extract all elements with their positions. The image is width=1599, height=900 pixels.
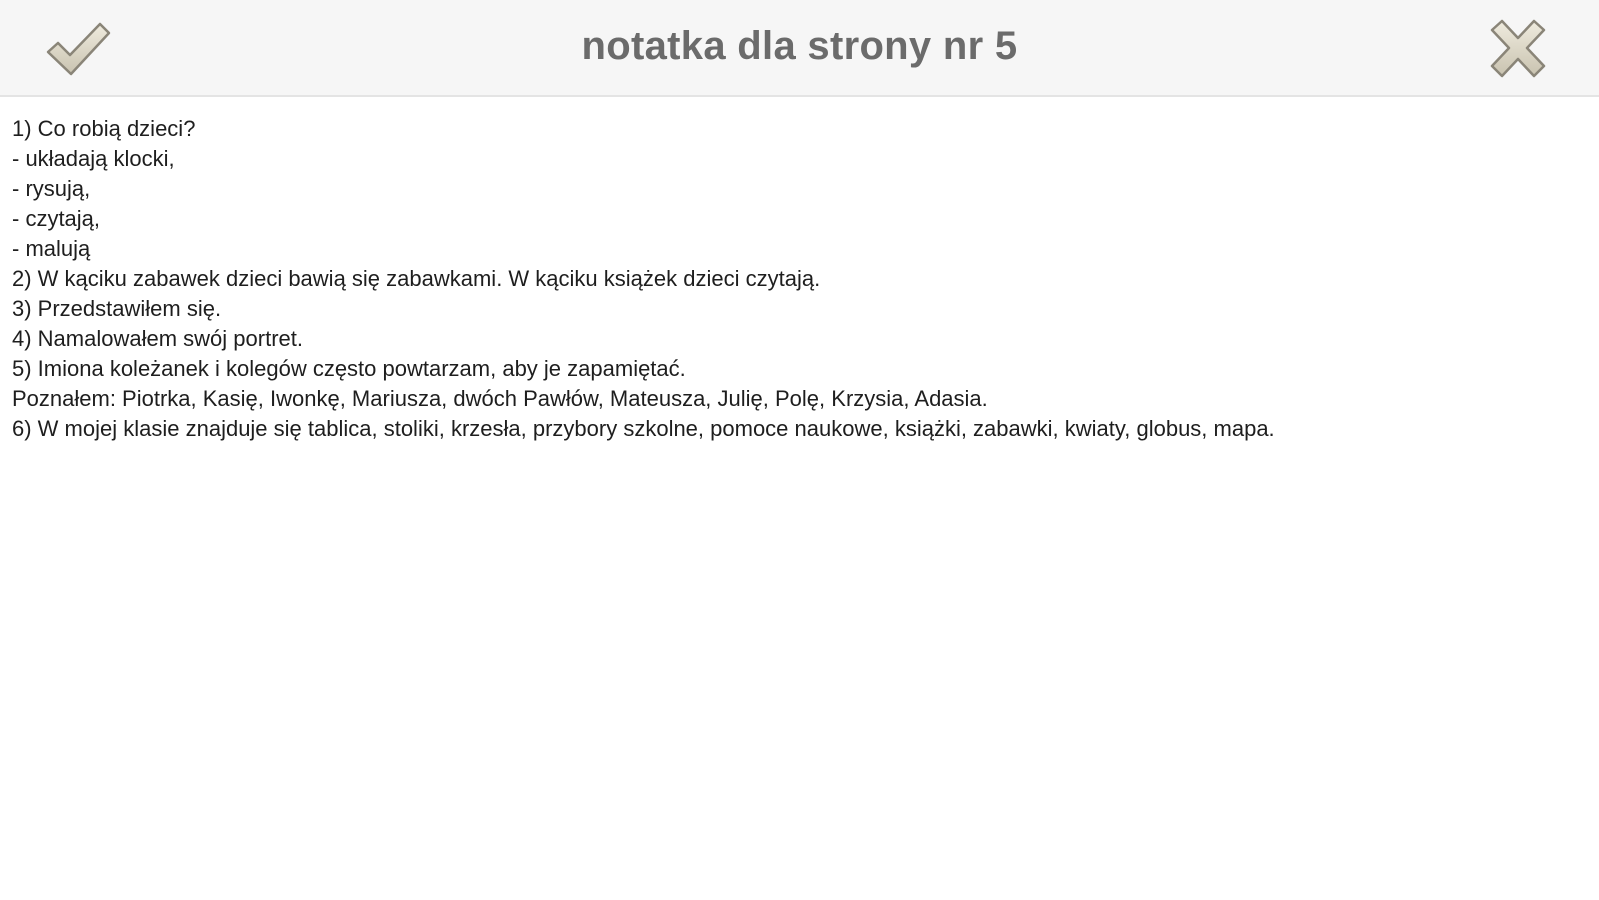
note-text-area[interactable] bbox=[12, 114, 1582, 874]
note-line: 4) Namalowałem swój portret. bbox=[12, 326, 303, 351]
page-title: notatka dla strony nr 5 bbox=[581, 24, 1018, 68]
note-line: - układają klocki, bbox=[12, 146, 175, 171]
note-line: - rysują, bbox=[12, 176, 91, 201]
close-button[interactable] bbox=[1482, 16, 1554, 82]
note-line: - czytają, bbox=[12, 206, 101, 231]
close-icon bbox=[1482, 16, 1554, 82]
header-bar bbox=[0, 0, 1599, 97]
note-line: 2) W kąciku zabawek dzieci bawią się zabawkami. W kąciku książek dzieci czytają. bbox=[12, 266, 821, 291]
note-line: 5) Imiona koleżanek i kolegów często powtarzam, aby je zapamiętać. bbox=[12, 356, 686, 381]
note-line: 6) W mojej klasie znajduje się tablica, stoliki, krzesła, przybory szkolne, pomoce naukowe, książki, zabawki, kwiaty, globus, mapa. bbox=[12, 416, 1275, 441]
note-line: 3) Przedstawiłem się. bbox=[12, 296, 222, 321]
note-line: 1) Co robią dzieci? bbox=[12, 116, 196, 141]
note-line: - malują bbox=[12, 236, 91, 261]
note-line: Poznałem: Piotrka, Kasię, Iwonkę, Mariusza, dwóch Pawłów, Mateusza, Julię, Polę, Krzysia, Adasia. bbox=[12, 386, 988, 411]
